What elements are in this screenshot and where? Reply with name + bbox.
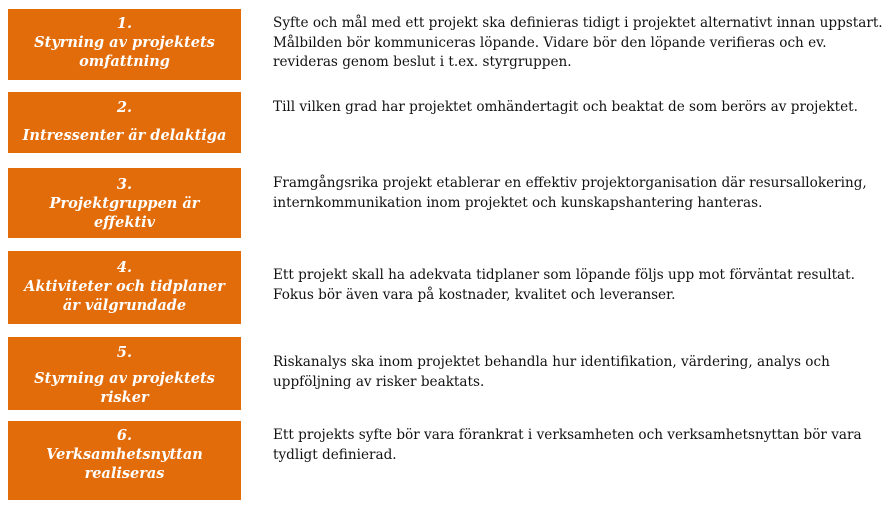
description-line: Ett projekt skall ha adekvata tidplaner som löpande följs upp mot förväntat resultat. <box>273 267 855 283</box>
description-line: Riskanalys ska inom projektet behandla hur identifikation, värdering, analys och <box>273 354 830 370</box>
item-title-line: omfattning <box>79 53 170 70</box>
item-2-description <box>273 98 888 118</box>
item-4-description <box>273 266 888 305</box>
item-title-line: Intressenter är delaktiga <box>22 127 227 144</box>
item-number: 4. <box>116 259 133 276</box>
item-title-line: realiseras <box>84 465 165 482</box>
item-title-line: är välgrundade <box>62 297 187 314</box>
item-title-line: Aktiviteter och tidplaner <box>24 278 225 295</box>
item-5-description <box>273 353 888 392</box>
item-3-description <box>273 174 888 213</box>
description-line: Målbilden bör kommuniceras löpande. Vidare bör den löpande verifieras och ev. <box>273 34 827 51</box>
item-6-box <box>8 421 241 500</box>
description-line: revideras genom beslut i t.ex. styrgruppen. <box>273 54 572 70</box>
item-number: 1. <box>116 15 133 32</box>
description-line: uppföljning av risker beaktats. <box>273 373 485 390</box>
description-line: Till vilken grad har projektet omhändertagit och beaktat de som berörs av projektet. <box>273 99 858 115</box>
item-5-box <box>8 337 241 410</box>
description-line: Framgångsrika projekt etablerar en effektiv projektorganisation där resursallokering, <box>273 175 867 191</box>
item-title-line: Styrning av projektets <box>34 34 215 51</box>
item-number: 3. <box>116 176 133 193</box>
description-line: tydligt definierad. <box>273 446 397 463</box>
description-line: internkommunikation inom projektet och kunskapshantering hanteras. <box>273 194 763 211</box>
item-6-description <box>273 426 888 465</box>
item-title-line: Verksamhetsnyttan <box>46 446 203 463</box>
item-title-line: Styrning av projektets <box>34 370 215 387</box>
item-4-box <box>8 251 241 324</box>
item-title-line: effektiv <box>93 214 156 231</box>
item-2-box <box>8 92 241 153</box>
description-line: Syfte och mål med ett projekt ska definieras tidigt i projektet alternativt innan uppstart. <box>273 15 883 31</box>
description-line: Fokus bör även vara på kostnader, kvalitet och leveranser. <box>273 286 676 303</box>
item-number: 5. <box>116 344 133 361</box>
item-1-description <box>273 14 888 73</box>
description-line: Ett projekts syfte bör vara förankrat i verksamheten och verksamhetsnyttan bör vara <box>273 427 862 443</box>
item-title-line: Projektgruppen är <box>49 195 200 212</box>
item-number: 2. <box>116 99 133 116</box>
item-3-box <box>8 168 241 238</box>
item-number: 6. <box>116 427 133 444</box>
item-title-line: risker <box>100 389 149 406</box>
item-1-box <box>8 9 241 80</box>
